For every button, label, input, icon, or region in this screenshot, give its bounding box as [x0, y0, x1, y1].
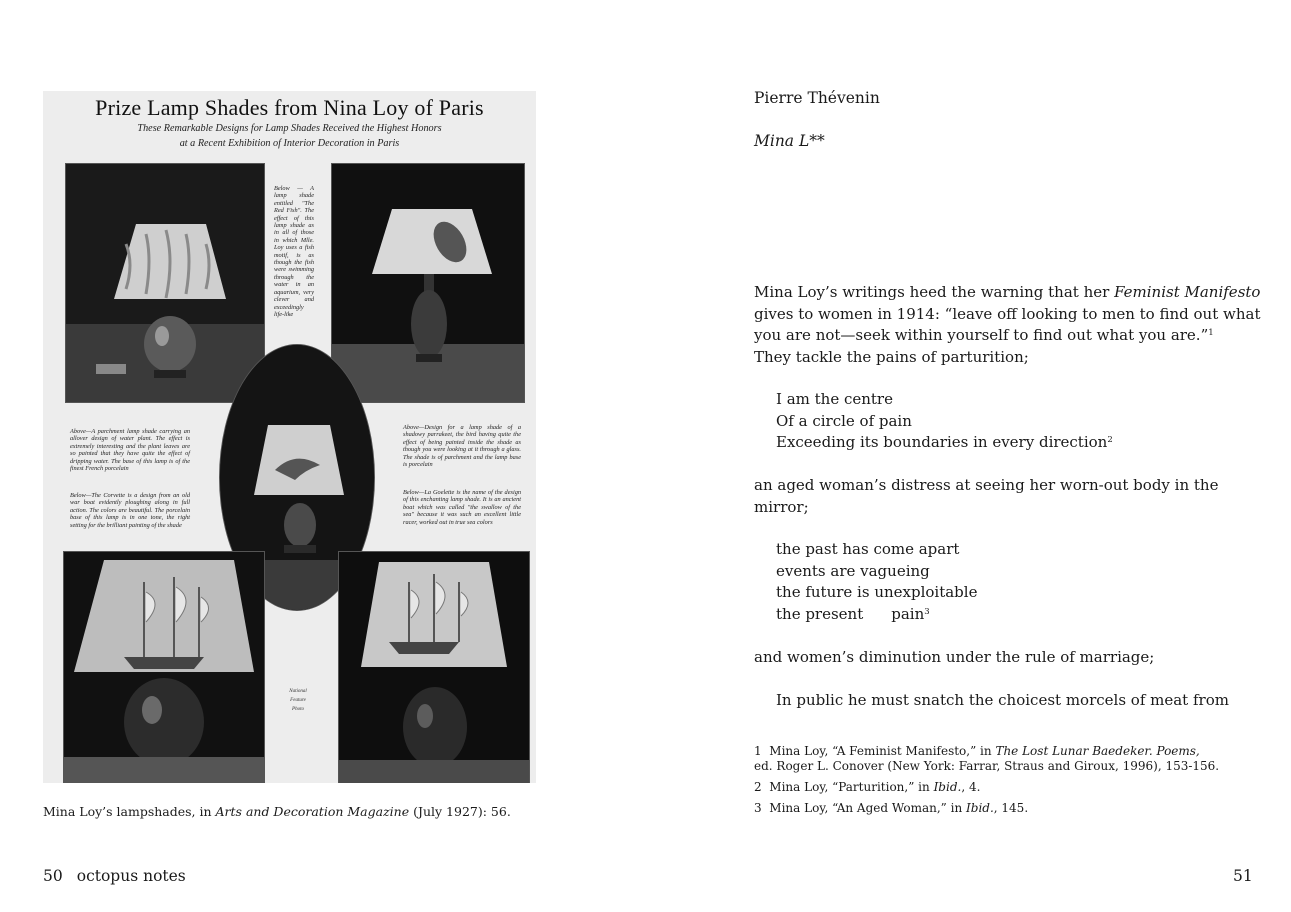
footnote-ref-3: 3 [924, 606, 930, 617]
paragraph-1: Mina Loy’s writings heed the warning that her Feminist Manifesto gives to women in 1914: “leave off looking to men to find out what you are not—seek within yourself to find out what you are.”$^1$ They tackle the pains of parturition; [754, 283, 1261, 366]
lamp-illustration [66, 164, 264, 402]
photo-goelette-lamp [338, 551, 530, 783]
photo-red-fish-lamp [331, 163, 525, 403]
magazine-headline: Prize Lamp Shades from Nina Loy of Paris [95, 95, 484, 120]
lamp-illustration [339, 552, 529, 783]
footnote-3: 3 Mina Loy, “An Aged Woman,” in Ibid., 145. [754, 801, 1029, 815]
footnote-ref-2: 2 [1107, 435, 1113, 445]
caption-corvette: Below—The Corvette is a design from an old war boat evidently ploughing along in full action. The colors are beautiful. The porcelain base of this lamp is in one tone, the right setting for the brilliant painting of the shade [70, 492, 190, 529]
photo-parchment-lamp [65, 163, 265, 403]
essay-title: Mina L** [754, 132, 825, 150]
caption-goelette: Below—La Goelette is the name of the design of this enchanting lamp shade. It is an ancient boat which was called "the swallow of the sea" because it was such an excellent little racer, worked out in true sea colors [403, 489, 521, 526]
paragraph-2: an aged woman’s distress at seeing her worn-out body in the mirror; [754, 476, 1219, 516]
footnote-ref-1: 1 [1208, 328, 1214, 338]
magazine-page-scan [43, 91, 536, 783]
photo-credit: National Feature Photo [289, 689, 307, 712]
block-quote-1: I am the centre Of a circle of pain Exceeding its boundaries in every direction$^2$ [776, 390, 1113, 451]
page-number-left: 50 [43, 867, 63, 885]
photo-corvette-lamp [63, 551, 265, 783]
footnotes [754, 744, 1219, 816]
magazine-subheadline: These Remarkable Designs for Lamp Shades Received the Highest Honors at a Recent Exhibition of Interior Decoration in Paris [137, 123, 442, 149]
paragraph-3: and women’s diminution under the rule of marriage; [754, 648, 1155, 666]
footnote-1: 1 Mina Loy, “A Feminist Manifesto,” in The Lost Lunar Baedeker. Poems, ed. Roger L. Conover (New York: Farrar, Straus and Giroux, 1996), 153-156. [754, 744, 1220, 773]
folio-left [43, 867, 186, 885]
page-number-right: 51 [1233, 867, 1253, 885]
caption-parchment: Above—A parchment lamp shade carrying an allover design of water plant. The effect is extremely interesting and the plant leaves are so painted that they have quite the effect of dripping water. The base of this lamp is of the finest French porcelain [70, 428, 190, 473]
footnote-2: 2 Mina Loy, “Parturition,” in Ibid., 4. [754, 780, 981, 794]
lamp-illustration [332, 164, 524, 402]
author-name: Pierre Thévenin [754, 89, 880, 107]
block-quote-3: In public he must snatch the choicest morcels of meat from [776, 691, 1229, 709]
block-quote-2: the past has come apart events are vagueing the future is unexploitable the present pain$^3$ [776, 540, 978, 623]
running-head: octopus notes [76, 867, 186, 885]
caption-parrakeet: Above—Design for a lamp shade of a shadowy parrakeet, the bird having quite the effect of being painted inside the shade as though you were looking at it through a glass. The shade is of parchment and the lamp base is porcelain [403, 424, 521, 469]
figure-caption: Mina Loy’s lampshades, in Arts and Decoration Magazine (July 1927): 56. [43, 804, 511, 819]
lamp-illustration [64, 552, 264, 783]
caption-red-fish: Below — A lamp shade entitled "The Red Fish". The effect of this lamp shade as in all of those in which Mlle. Loy uses a fish motif, is as though the fish were swimming through the water in an aquarium, very clever and exceedingly life-like [274, 185, 314, 318]
